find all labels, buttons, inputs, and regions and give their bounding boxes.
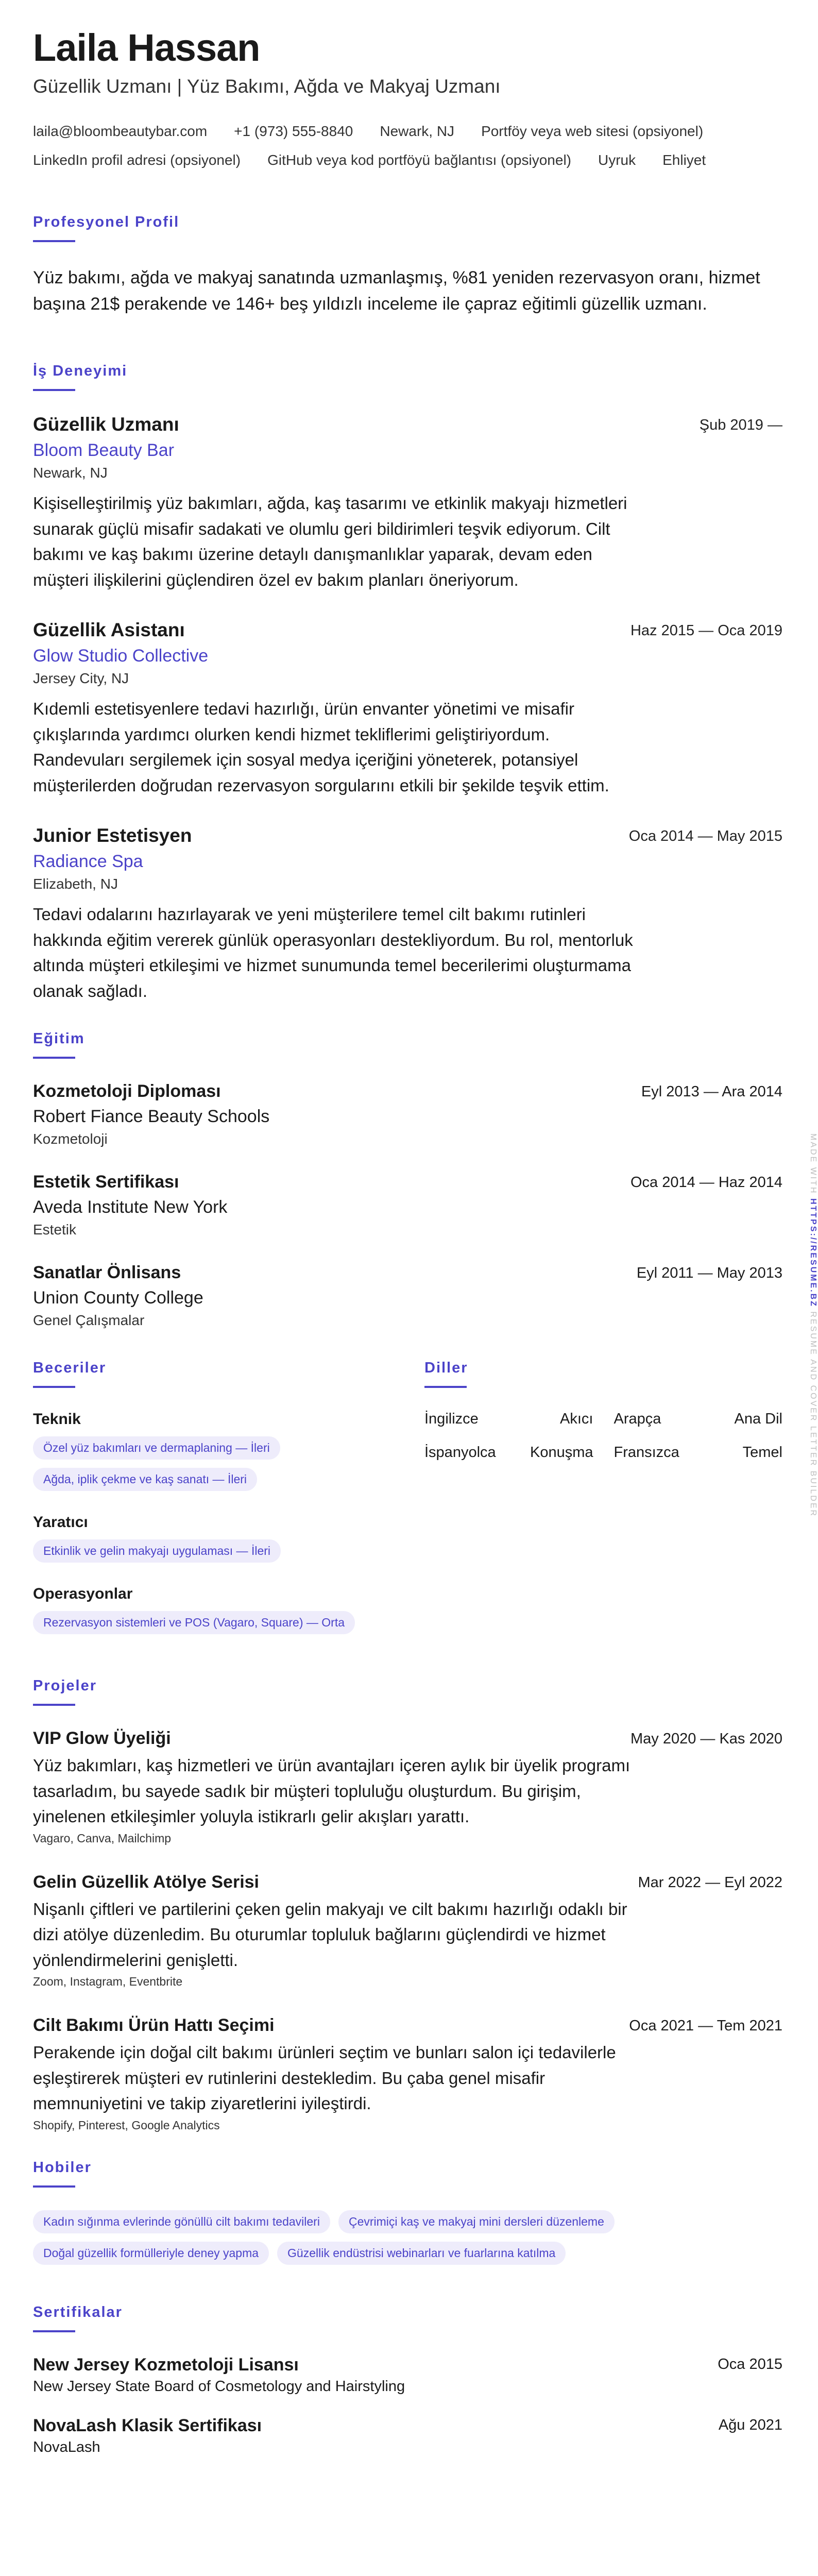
skill-group bbox=[33, 1411, 424, 1491]
section-title: Profesyonel Profil bbox=[33, 214, 180, 231]
project-entry bbox=[33, 2015, 782, 2132]
section-rule bbox=[33, 240, 75, 242]
language-level: Akıcı bbox=[560, 1411, 593, 1428]
resume-header bbox=[33, 27, 782, 168]
resume-page bbox=[33, 27, 782, 2477]
section-title: Hobiler bbox=[33, 2159, 92, 2176]
contact-github[interactable]: GitHub veya kod portföyü bağlantısı (opsiyonel) bbox=[267, 152, 571, 168]
entry-location: Newark, NJ bbox=[33, 465, 108, 481]
education-degree: Sanatlar Önlisans bbox=[33, 1263, 181, 1283]
education-section bbox=[33, 1030, 782, 1329]
certifications-section bbox=[33, 2304, 782, 2456]
section-title: Projeler bbox=[33, 1677, 97, 1694]
section-rule bbox=[33, 2330, 75, 2332]
entry-company: Glow Studio Collective bbox=[33, 646, 209, 666]
section-rule bbox=[33, 2185, 75, 2188]
education-entry bbox=[33, 1263, 782, 1329]
education-degree: Kozmetoloji Diploması bbox=[33, 1081, 221, 1101]
candidate-headline: Güzellik Uzmanı | Yüz Bakımı, Ağda ve Makyaj Uzmanı bbox=[33, 76, 501, 97]
contact-email[interactable]: laila@bloombeautybar.com bbox=[33, 123, 208, 140]
section-rule bbox=[33, 1057, 75, 1059]
skill-chip: Rezervasyon sistemleri ve POS (Vagaro, Square) — Orta bbox=[33, 1611, 355, 1634]
project-tools: Zoom, Instagram, Eventbrite bbox=[33, 1975, 183, 1989]
profile-section bbox=[33, 214, 782, 317]
skills-languages-row bbox=[33, 1360, 782, 1634]
section-title: Sertifikalar bbox=[33, 2303, 123, 2320]
section-title: İş Deneyimi bbox=[33, 363, 128, 380]
certification-entry bbox=[33, 2416, 782, 2456]
skill-chips bbox=[33, 1611, 424, 1634]
education-school: Aveda Institute New York bbox=[33, 1197, 228, 1217]
skill-chip: Etkinlik ve gelin makyajı uygulaması — İleri bbox=[33, 1539, 281, 1563]
experience-entry bbox=[33, 825, 782, 1004]
skill-chip: Özel yüz bakımları ve dermaplaning — İleri bbox=[33, 1436, 280, 1460]
language-item bbox=[614, 1411, 783, 1428]
contact-license: Ehliyet bbox=[662, 152, 706, 168]
skill-group bbox=[33, 1514, 424, 1563]
entry-date: Eyl 2011 — May 2013 bbox=[636, 1265, 782, 1282]
entry-role: Güzellik Asistanı bbox=[33, 619, 185, 641]
certification-name: NovaLash Klasik Sertifikası bbox=[33, 2415, 262, 2435]
contact-linkedin[interactable]: LinkedIn profil adresi (opsiyonel) bbox=[33, 152, 241, 168]
education-field: Kozmetoloji bbox=[33, 1131, 108, 1147]
entry-date: Ağu 2021 bbox=[718, 2416, 782, 2433]
experience-section bbox=[33, 363, 782, 1004]
entry-company: Radiance Spa bbox=[33, 852, 143, 872]
section-rule bbox=[33, 389, 75, 391]
project-name: Gelin Güzellik Atölye Serisi bbox=[33, 1872, 259, 1892]
project-entry bbox=[33, 1728, 782, 1845]
entry-date: Mar 2022 — Eyl 2022 bbox=[638, 1874, 782, 1891]
credit-suffix: RESUME AND COVER LETTER BUILDER bbox=[809, 1311, 817, 1518]
section-title: Beceriler bbox=[33, 1360, 107, 1377]
language-name: Arapça bbox=[614, 1411, 661, 1428]
candidate-name: Laila Hassan bbox=[33, 26, 260, 69]
entry-description: Kıdemli estetisyenlere tedavi hazırlığı, ürün envanter yönetimi ve misafir çıkışlarında yardımcı olurken kendi hizmet tekliflerimi geliştiriyordum. Randevuları sergilemek için sosyal medya içeriğini yöneterek, potansiyel müşterilerden doğrudan rezervasyon sorgularını etkili bir şekilde teşvik ettim. bbox=[33, 699, 609, 795]
skill-group-name: Operasyonlar bbox=[33, 1585, 133, 1603]
hobby-chip: Çevrimiçi kaş ve makyaj mini dersleri düzenleme bbox=[338, 2210, 615, 2233]
education-field: Estetik bbox=[33, 1222, 77, 1238]
project-entry bbox=[33, 1872, 782, 1989]
section-rule bbox=[33, 1386, 75, 1388]
language-grid bbox=[424, 1411, 782, 1461]
section-title: Eğitim bbox=[33, 1030, 85, 1047]
language-name: Fransızca bbox=[614, 1444, 679, 1461]
project-description: Perakende için doğal cilt bakımı ürünleri seçtim ve bunları salon içi tedavilerle eşleştirerek müşteri ev rutinlerini destekledim. Bu çaba genel misafir memnuniyetini ve takip ziyaretlerini iyileştirdi. bbox=[33, 2043, 616, 2113]
education-entry bbox=[33, 1172, 782, 1238]
hobby-chips bbox=[33, 2210, 703, 2265]
entry-date: Eyl 2013 — Ara 2014 bbox=[641, 1083, 782, 1100]
entry-date: May 2020 — Kas 2020 bbox=[630, 1731, 782, 1748]
entry-date: Oca 2021 — Tem 2021 bbox=[629, 2018, 782, 2035]
hobby-chip: Güzellik endüstrisi webinarları ve fuarlarına katılma bbox=[277, 2242, 566, 2265]
project-tools: Shopify, Pinterest, Google Analytics bbox=[33, 2118, 220, 2132]
entry-description: Kişiselleştirilmiş yüz bakımları, ağda, kaş tasarımı ve etkinlik makyajı hizmetleri sunarak güçlü misafir sadakati ve olumlu geri bildirimleri teşvik ediyorum. Cilt bakımı ve kaş bakımı üzerine detaylı danışmanlıklar yaparak, devam eden müşteri ilişkilerini güçlendiren özel ev bakım planları öneriyorum. bbox=[33, 494, 627, 589]
skills-column bbox=[33, 1360, 424, 1634]
projects-section bbox=[33, 1677, 782, 2132]
section-title: Diller bbox=[424, 1360, 468, 1377]
education-degree: Estetik Sertifikası bbox=[33, 1172, 179, 1192]
skill-group-name: Teknik bbox=[33, 1411, 81, 1428]
language-item bbox=[424, 1444, 593, 1461]
education-entry bbox=[33, 1081, 782, 1147]
language-level: Ana Dil bbox=[734, 1411, 782, 1428]
credit-prefix: MADE WITH bbox=[809, 1133, 817, 1195]
skill-chip: Ağda, iplik çekme ve kaş sanatı — İleri bbox=[33, 1468, 257, 1491]
entry-location: Elizabeth, NJ bbox=[33, 876, 118, 892]
experience-entry bbox=[33, 414, 782, 592]
language-item bbox=[614, 1444, 783, 1461]
entry-date: Şub 2019 — bbox=[699, 417, 782, 434]
language-name: İngilizce bbox=[424, 1411, 479, 1428]
education-school: Union County College bbox=[33, 1288, 203, 1308]
entry-role: Junior Estetisyen bbox=[33, 825, 192, 846]
project-name: VIP Glow Üyeliği bbox=[33, 1728, 171, 1749]
project-description: Yüz bakımları, kaş hizmetleri ve ürün avantajları içeren aylık bir üyelik programı tasarladım, bu sayede sadık bir müşteri topluluğu oluşturdum. Bu girişim, yinelenen etkileşimler yoluyla istikrarlı gelir akışları yarattı. bbox=[33, 1756, 630, 1826]
languages-column bbox=[424, 1360, 782, 1634]
entry-date: Oca 2015 bbox=[718, 2355, 782, 2372]
contact-phone[interactable]: +1 (973) 555-8840 bbox=[234, 123, 353, 140]
language-level: Konuşma bbox=[530, 1444, 593, 1461]
entry-role: Güzellik Uzmanı bbox=[33, 414, 179, 435]
contact-nationality: Uyruk bbox=[598, 152, 636, 168]
certification-name: New Jersey Kozmetoloji Lisansı bbox=[33, 2354, 299, 2375]
entry-company: Bloom Beauty Bar bbox=[33, 440, 175, 461]
profile-summary: Yüz bakımı, ağda ve makyaj sanatında uzmanlaşmış, %81 yeniden rezervasyon oranı, hizmet başına 21$ perakende ve 146+ beş yıldızlı inceleme ile çapraz eğitimli güzellik uzmanı. bbox=[33, 268, 760, 314]
contact-list bbox=[33, 123, 782, 168]
skill-chips bbox=[33, 1436, 424, 1491]
credit-url-link[interactable]: HTTPS://RESUME.BZ bbox=[809, 1198, 817, 1308]
entry-date: Oca 2014 — Haz 2014 bbox=[630, 1174, 782, 1191]
skill-chips bbox=[33, 1539, 424, 1563]
section-rule bbox=[424, 1386, 467, 1388]
project-tools: Vagaro, Canva, Mailchimp bbox=[33, 1831, 172, 1845]
contact-portfolio[interactable]: Portföy veya web sitesi (opsiyonel) bbox=[481, 123, 704, 140]
skill-group-name: Yaratıcı bbox=[33, 1514, 88, 1531]
language-item bbox=[424, 1411, 593, 1428]
entry-description: Tedavi odalarını hazırlayarak ve yeni müşterilere temel cilt bakımı rutinleri hakkında eğitim vererek günlük operasyonları destekliyordum. Bu rol, mentorluk altında müşteri etkileşimi ve hizmet sunumunda temel becerilerimi oluşturmama olanak sağladı. bbox=[33, 905, 633, 1001]
certification-issuer: New Jersey State Board of Cosmetology and Hairstyling bbox=[33, 2378, 405, 2395]
certification-entry bbox=[33, 2355, 782, 2395]
builder-credit bbox=[808, 1133, 817, 1517]
experience-entry bbox=[33, 619, 782, 798]
skill-group bbox=[33, 1585, 424, 1634]
project-description: Nişanlı çiftleri ve partilerini çeken gelin makyajı ve cilt bakımı hazırlığı odaklı bir dizi atölye düzenledim. Bu oturumlar topluluk bağlarını güçlendirdi ve hizmet yönlendirmelerini genişletti. bbox=[33, 1899, 627, 1970]
project-name: Cilt Bakımı Ürün Hattı Seçimi bbox=[33, 2015, 275, 2036]
entry-date: Oca 2014 — May 2015 bbox=[628, 828, 782, 845]
education-school: Robert Fiance Beauty Schools bbox=[33, 1107, 270, 1127]
certification-issuer: NovaLash bbox=[33, 2438, 100, 2455]
entry-date: Haz 2015 — Oca 2019 bbox=[630, 622, 782, 639]
contact-location: Newark, NJ bbox=[380, 123, 455, 140]
entry-location: Jersey City, NJ bbox=[33, 670, 129, 687]
section-rule bbox=[33, 1704, 75, 1706]
hobby-chip: Doğal güzellik formülleriyle deney yapma bbox=[33, 2242, 269, 2265]
hobbies-section bbox=[33, 2159, 782, 2265]
language-level: Temel bbox=[742, 1444, 782, 1461]
hobby-chip: Kadın sığınma evlerinde gönüllü cilt bakımı tedavileri bbox=[33, 2210, 330, 2233]
language-name: İspanyolca bbox=[424, 1444, 496, 1461]
education-field: Genel Çalışmalar bbox=[33, 1312, 145, 1329]
